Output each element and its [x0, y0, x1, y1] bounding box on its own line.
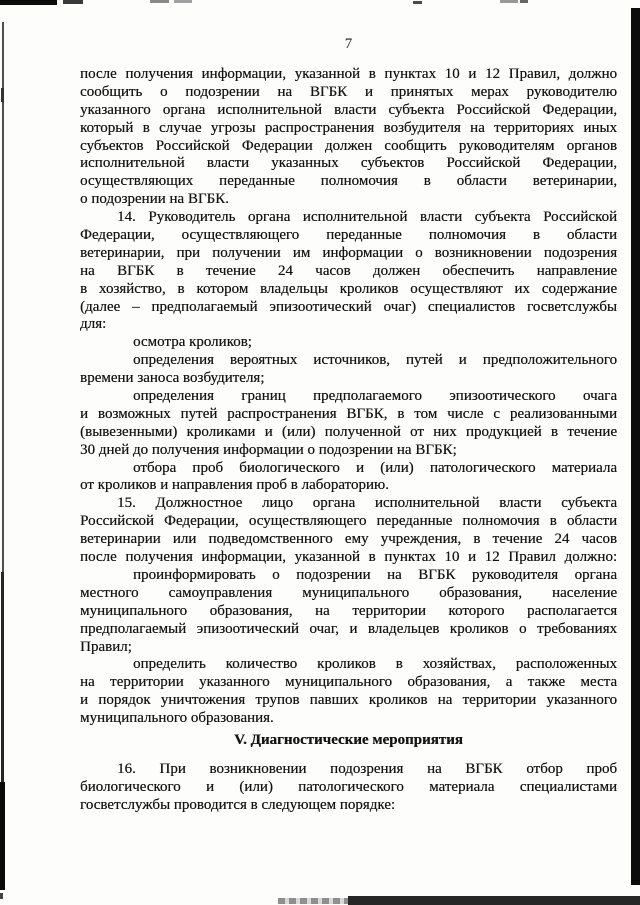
text-line: определить количество кроликов в хозяйствах, расположенных	[133, 656, 617, 673]
section-heading: V. Диагностические мероприятия	[234, 731, 463, 748]
text-line: 16. При возникновении подозрения на ВГБК отбор проб	[117, 760, 617, 777]
scan-artifact-top-dash	[520, 0, 528, 3]
text-line: осмотра кроликов;	[133, 334, 252, 351]
text-line: и возможных путей распространения ВГБК, в том числе с реализованными	[80, 405, 617, 422]
text-line: на ВГБК в течение 24 часов должен обеспечить направление	[80, 262, 617, 279]
text-line: 30 дней до получения информации о подозрении на ВГБК;	[80, 441, 457, 458]
text-line: муниципального образования.	[80, 710, 274, 727]
text-line: от кроликов и направления проб в лабораторию.	[80, 477, 389, 494]
scan-artifact-top-dash	[150, 0, 169, 3]
text-line: биологического и (или) патологического материала специалистами	[80, 778, 617, 795]
page-number: 7	[344, 36, 353, 52]
scan-artifact-left-line	[2, 22, 4, 572]
scan-artifact-left-line	[0, 893, 3, 899]
text-line: Российской Федерации, осуществляющего переданные полномочия в области	[80, 513, 617, 530]
text-line: Федерации, осуществляющего переданные полномочия в области	[80, 227, 617, 244]
scan-artifact-top-bar	[0, 0, 57, 5]
text-line: 14. Руководитель органа исполнительной власти субъекта Российской	[117, 209, 617, 226]
text-line: проинформировать о подозрении на ВГБК руководителя органа	[133, 566, 617, 583]
text-line: для:	[80, 316, 107, 333]
scan-artifact-left-line	[1, 88, 4, 102]
text-line: субъектов Российской Федерации должен сообщить руководителям органов	[80, 137, 617, 154]
text-line: исполнительной власти указанных субъектов Российской Федерации,	[80, 155, 617, 172]
text-line: сообщить о подозрении на ВГБК и принятых мерах руководителю	[80, 83, 617, 100]
text-line: после получения информации, указанной в пунктах 10 и 12 Правил, должно	[80, 66, 617, 82]
text-line: предполагаемый эпизоотический очаг, и владельцев кроликов о требованиях	[80, 620, 617, 637]
text-line: осуществляющих переданные полномочия в области ветеринарии,	[80, 173, 617, 190]
scan-artifact-top-dash	[63, 0, 83, 4]
scan-artifact-top-dash	[413, 1, 422, 4]
text-line: определения границ предполагаемого эпизоотического очага	[133, 388, 617, 405]
text-line: указанного органа исполнительной власти субъекта Российской Федерации,	[80, 101, 617, 118]
scan-artifact-top-dash	[174, 0, 192, 3]
scan-artifact-right-bar	[631, 8, 640, 885]
scan-artifact-bottom-bar	[278, 898, 348, 904]
text-line: определения вероятных источников, путей и предположительного	[133, 352, 617, 369]
text-line: (далее – предполагаемый эпизоотический очаг) специалистов госветслужбы	[80, 298, 617, 315]
text-line: ветеринарии или подведомственного ему учреждения, в течение 24 часов	[80, 531, 617, 548]
text-line: ветеринарии, при получении им информации о возникновении подозрения	[80, 244, 617, 261]
text-line: (вывезенными) кроликами и (или) полученной от них продукцией в течение	[80, 423, 617, 440]
text-line: муниципального образования, на территории которого располагается	[80, 602, 617, 619]
text-line: который в случае угрозы распространения возбудителя на территориях иных	[80, 119, 617, 136]
scan-artifact-left-line	[0, 782, 5, 890]
text-line: 15. Должностное лицо органа исполнительной власти субъекта	[117, 495, 617, 512]
text-line: и порядок уничтожения трупов павших кроликов на территории указанного	[80, 692, 617, 709]
text-line: отбора проб биологического и (или) патологического материала	[133, 459, 617, 476]
scan-artifact-bottom-bar	[348, 896, 640, 905]
text-line: о подозрении на ВГБК.	[80, 191, 229, 208]
text-line: после получения информации, указанной в пунктах 10 и 12 Правил должно:	[80, 549, 617, 566]
text-line: местного самоуправления муниципального образования, население	[80, 584, 617, 601]
text-line: на территории указанного муниципального образования, а также места	[80, 674, 617, 691]
text-line: Правил;	[80, 638, 132, 655]
scan-artifact-top-dash	[500, 0, 518, 3]
scan-artifact-left-line	[1, 572, 4, 782]
text-line: госветслужбы проводится в следующем порядке:	[80, 796, 396, 813]
text-line: времени заноса возбудителя;	[80, 370, 265, 387]
document-body	[80, 66, 617, 815]
text-line: в хозяйство, в котором владельцы кроликов осуществляют их содержание	[80, 280, 617, 297]
